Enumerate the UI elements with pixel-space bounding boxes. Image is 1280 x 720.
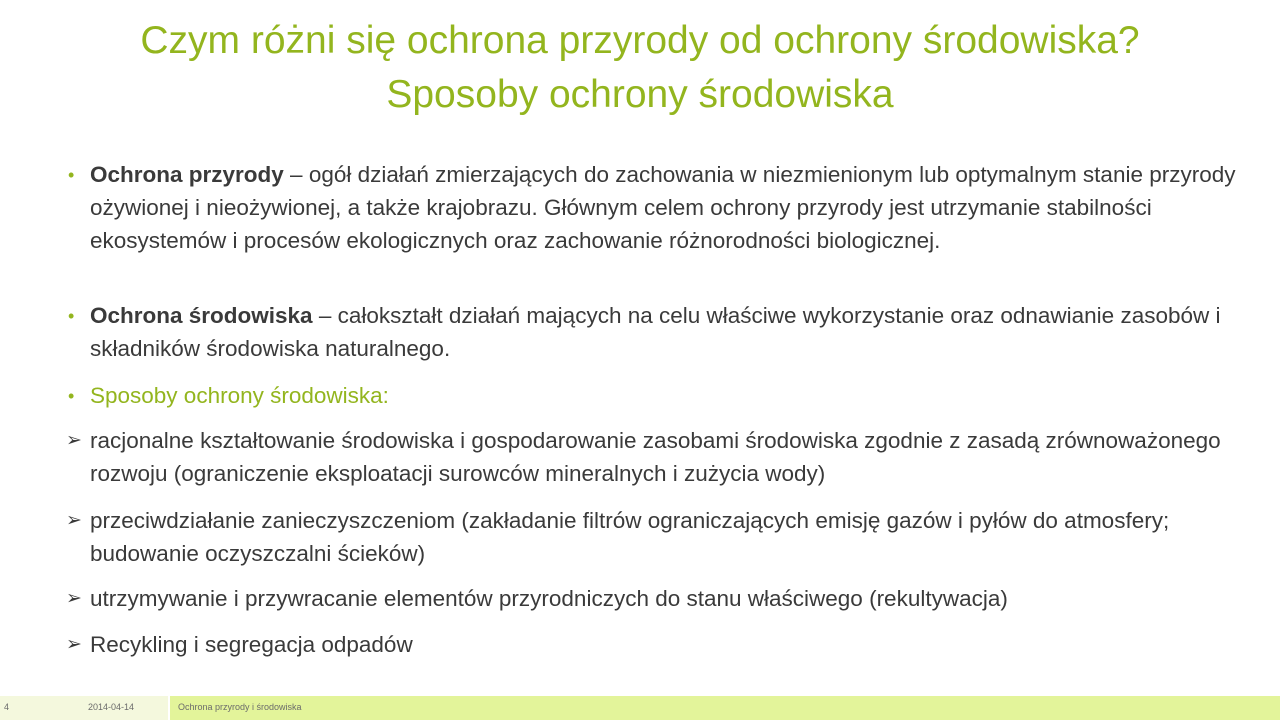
footer-caption-bar [170, 696, 1280, 720]
slide-title-line-2: Sposoby ochrony środowiska [386, 73, 894, 116]
method-text: racjonalne kształtowanie środowiska i gospodarowanie zasobami środowiska zgodnie z zasadą zrównoważonego rozwoju (ograniczenie eksploatacji surowców mineralnych i zużycia wody) [90, 428, 1221, 486]
definition-ochrona-srodowiska: – całokształt działań mających na celu właściwe wykorzystanie oraz odnawianie zasobów i składników środowiska naturalnego. [90, 303, 1221, 361]
arrow-bullet-icon: ➢ [66, 634, 82, 655]
footer-left-panel [0, 696, 168, 720]
method-item [68, 504, 1258, 570]
method-item [68, 424, 1258, 490]
bullet-item-sposoby-heading [68, 379, 1258, 412]
term-ochrona-przyrody: Ochrona przyrody [90, 162, 284, 187]
round-bullet-icon: • [68, 306, 75, 326]
arrow-bullet-icon: ➢ [66, 430, 82, 451]
arrow-bullet-icon: ➢ [66, 588, 82, 609]
slide-title [60, 14, 1220, 122]
method-item [68, 582, 1258, 615]
method-text: utrzymywanie i przywracanie elementów przyrodniczych do stanu właściwego (rekultywacja) [90, 586, 1008, 611]
page-number: 4 [4, 702, 10, 712]
bullet-item-ochrona-przyrody [68, 158, 1258, 257]
sposoby-heading: Sposoby ochrony środowiska: [90, 383, 389, 408]
term-ochrona-srodowiska: Ochrona środowiska [90, 303, 313, 328]
definition-ochrona-przyrody: – ogół działań zmierzających do zachowania w niezmienionym lub optymalnym stanie przyrody ożywionej i nieożywionej, a także krajobrazu. Głównym celem ochrony przyrody jest utrzymanie stabilności ekosystemów i procesów ekologicznych oraz zachowanie różnorodności biologicznej. [90, 162, 1236, 253]
footer-date: 2014-04-14 [88, 702, 135, 712]
arrow-bullet-icon: ➢ [66, 510, 82, 531]
method-item [68, 628, 1258, 661]
slide-footer [0, 696, 1280, 720]
round-bullet-icon: • [68, 165, 75, 185]
footer-caption: Ochrona przyrody i środowiska [178, 702, 302, 712]
bullet-item-ochrona-srodowiska [68, 299, 1258, 365]
method-text: Recykling i segregacja odpadów [90, 632, 413, 657]
method-text: przeciwdziałanie zanieczyszczeniom (zakładanie filtrów ograniczających emisję gazów i pyłów do atmosfery; budowanie oczyszczalni ścieków) [90, 508, 1170, 566]
round-bullet-icon: • [68, 386, 75, 406]
slide-title-line-1: Czym różni się ochrona przyrody od ochrony środowiska? [140, 19, 1140, 62]
